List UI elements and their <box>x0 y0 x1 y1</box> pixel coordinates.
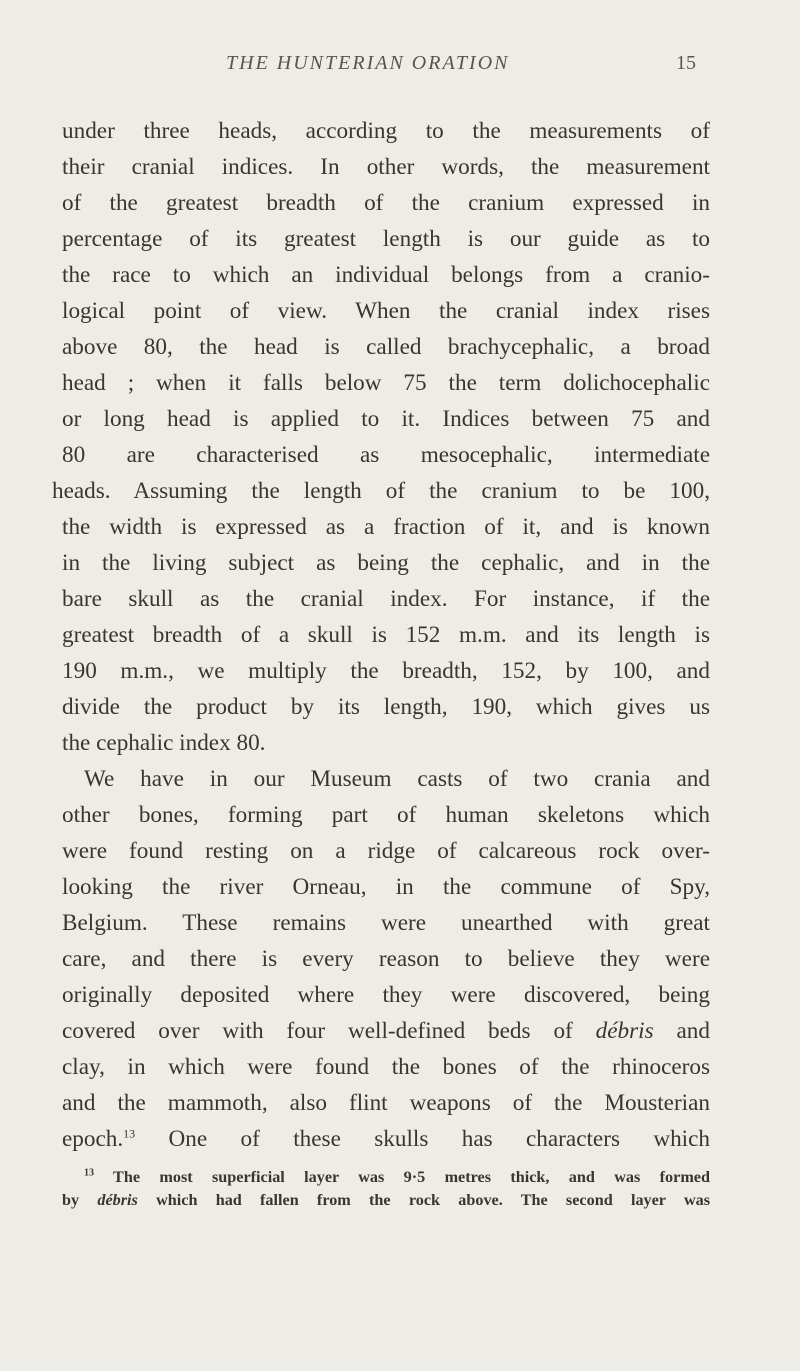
text-line: and the mammoth, also flint weapons of the Mousterian <box>62 1090 710 1116</box>
footnote-text: The most superficial layer was 9·5 metres thick, and was formed <box>113 1168 710 1186</box>
text-line: clay, in which were found the bones of the rhinoceros <box>62 1054 710 1080</box>
text-line: care, and there is every reason to believe they were <box>62 946 710 972</box>
text-line: looking the river Orneau, in the commune of Spy, <box>62 874 710 900</box>
footnote-text: which had fallen from the rock above. The second layer was <box>156 1191 711 1209</box>
text-line: logical point of view. When the cranial index rises <box>62 298 710 324</box>
text-line: the cephalic index 80. <box>62 730 266 756</box>
text-line: of the greatest breadth of the cranium expressed in <box>62 190 710 216</box>
text-line: above 80, the head is called brachycephalic, a broad <box>62 334 710 360</box>
text-line: head ; when it falls below 75 the term dolichocephalic <box>62 370 710 396</box>
text-line: the race to which an individual belongs from a cranio- <box>62 262 710 288</box>
footnote-text: by <box>62 1191 80 1209</box>
text-line: or long head is applied to it. Indices between 75 and <box>62 406 710 432</box>
running-head: THE HUNTERIAN ORATION <box>226 52 510 74</box>
text-line: other bones, forming part of human skeletons which <box>62 802 710 828</box>
italic-word: débris <box>595 1018 654 1044</box>
text-line: Belgium. These remains were unearthed with great <box>62 910 710 936</box>
footnote-line <box>62 1190 710 1210</box>
footnote-reference: 13 <box>123 1126 136 1141</box>
text-line: heads. Assuming the length of the cranium to be 100, <box>52 478 710 504</box>
text-line: bare skull as the cranial index. For instance, if the <box>62 586 710 612</box>
text-line: originally deposited where they were discovered, being <box>62 982 710 1008</box>
text-line: percentage of its greatest length is our guide as to <box>62 226 710 252</box>
text-line: under three heads, according to the measurements of <box>62 118 710 144</box>
text-line: the width is expressed as a fraction of it, and is known <box>62 514 710 540</box>
italic-word: débris <box>97 1191 138 1209</box>
text-line: in the living subject as being the cephalic, and in the <box>62 550 710 576</box>
text-line: their cranial indices. In other words, the measurement <box>62 154 710 180</box>
text-span: covered over with four well-defined beds of <box>62 1018 573 1044</box>
text-line: 190 m.m., we multiply the breadth, 152, by 100, and <box>62 658 710 684</box>
text-line <box>62 1124 710 1154</box>
page-number: 15 <box>676 52 696 74</box>
footnote-line <box>84 1167 710 1187</box>
text-line <box>62 1016 710 1046</box>
text-span: and <box>676 1018 710 1044</box>
text-span: epoch. <box>62 1126 124 1152</box>
text-line: divide the product by its length, 190, which gives us <box>62 694 710 720</box>
text-line: We have in our Museum casts of two crania and <box>84 766 710 792</box>
footnote-marker: 13 <box>84 1167 94 1179</box>
text-line: greatest breadth of a skull is 152 m.m. and its length is <box>62 622 710 648</box>
text-line: were found resting on a ridge of calcareous rock over- <box>62 838 710 864</box>
text-span: One of these skulls has characters which <box>168 1126 711 1152</box>
text-line: 80 are characterised as mesocephalic, intermediate <box>62 442 710 468</box>
